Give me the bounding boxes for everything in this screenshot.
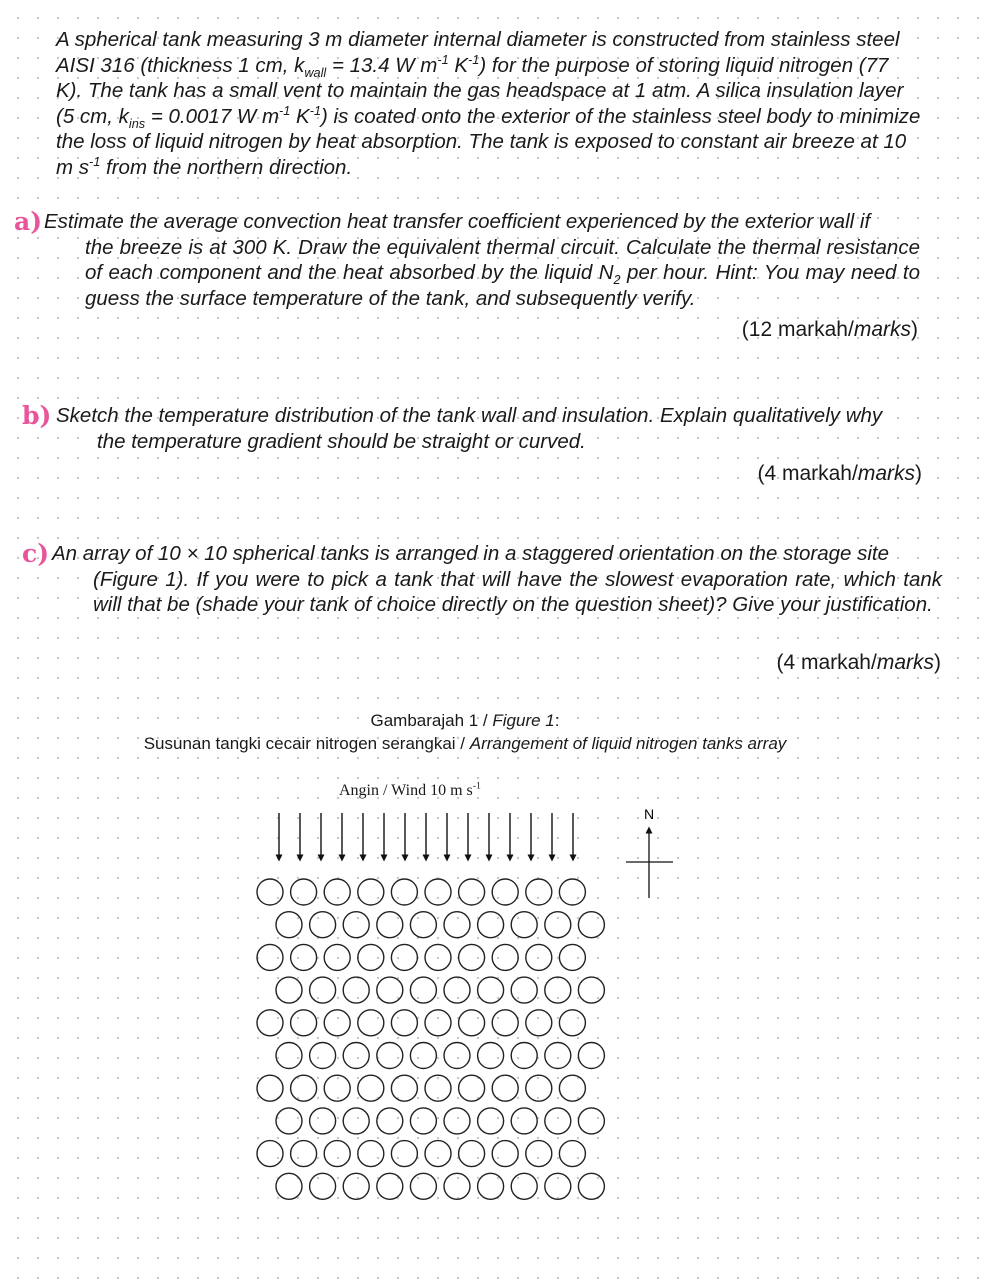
- tank-circle[interactable]: [545, 1043, 571, 1069]
- question-b-marks: (4 markah/marks): [757, 462, 922, 485]
- tank-circle[interactable]: [425, 1075, 451, 1101]
- tank-circle[interactable]: [478, 1108, 504, 1134]
- tank-circle[interactable]: [545, 1173, 571, 1199]
- tank-circle[interactable]: [478, 977, 504, 1003]
- tank-circle[interactable]: [257, 944, 283, 970]
- tank-circle[interactable]: [377, 912, 403, 938]
- tank-circle[interactable]: [358, 1075, 384, 1101]
- tank-circle[interactable]: [459, 944, 485, 970]
- tank-circle[interactable]: [377, 1108, 403, 1134]
- tank-circle[interactable]: [526, 1075, 552, 1101]
- tank-circle[interactable]: [410, 1108, 436, 1134]
- tank-circle[interactable]: [310, 977, 336, 1003]
- question-a-body: the breeze is at 300 K. Draw the equivalent thermal circuit. Calculate the thermal resistance of each component and the heat absorbed by the liquid $N_2$ per hour. Hint: You may need to guess the surface temperature of the tank, and subsequently verify.: [85, 235, 920, 310]
- tank-circle[interactable]: [492, 1010, 518, 1036]
- question-b-body: the temperature gradient should be straight or curved.: [97, 429, 586, 453]
- intro-paragraph: A spherical tank measuring 3 m diameter internal diameter is constructed from stainless steel AISI 316 (thickness 1 cm, $k_{wall} = 13.4$ W $m^{-1}$ $K^{-1}$) for the purpose of storing liquid nitrogen (77 K). The tank has a small vent to maintain the gas headspace at 1 atm. A silica insulation layer (5 cm, $k_{ins} = 0.0017$ W $m^{-1}$ $K^{-1}$) is coated onto the exterior of the stainless steel body to minimize the loss of liquid nitrogen by heat absorption. The tank is exposed to constant air breeze at 10 m $s^{-1}$ from the northern direction.: [56, 28, 921, 179]
- tank-circle[interactable]: [578, 977, 604, 1003]
- tank-circle[interactable]: [358, 1010, 384, 1036]
- figure-caption-subtitle: Susunan tangki cecair nitrogen serangkai / Arrangement of liquid nitrogen tanks array: [143, 734, 787, 753]
- tank-circle[interactable]: [410, 912, 436, 938]
- tank-circle[interactable]: [343, 912, 369, 938]
- tank-circle[interactable]: [324, 879, 350, 905]
- tank-circle[interactable]: [425, 944, 451, 970]
- handwritten-label-c: c): [22, 539, 50, 568]
- tank-circle[interactable]: [545, 1108, 571, 1134]
- tank-circle[interactable]: [343, 977, 369, 1003]
- question-c-line1: An array of 10 × 10 spherical tanks is arranged in a staggered orientation on the storage site: [52, 542, 890, 565]
- tank-circle[interactable]: [276, 977, 302, 1003]
- tank-circle[interactable]: [545, 977, 571, 1003]
- tank-circle[interactable]: [559, 1141, 585, 1167]
- wind-label: Angin / Wind 10 m $s^{-1}$: [339, 780, 481, 799]
- tank-circle[interactable]: [559, 879, 585, 905]
- tank-circle[interactable]: [410, 977, 436, 1003]
- tank-circle[interactable]: [526, 944, 552, 970]
- tank-circle[interactable]: [459, 1141, 485, 1167]
- tank-circle[interactable]: [276, 1108, 302, 1134]
- tank-circle[interactable]: [358, 879, 384, 905]
- tank-circle[interactable]: [391, 944, 417, 970]
- tank-circle[interactable]: [559, 944, 585, 970]
- tank-circle[interactable]: [425, 1010, 451, 1036]
- tank-circle[interactable]: [291, 879, 317, 905]
- tank-circle[interactable]: [324, 1141, 350, 1167]
- tank-circle[interactable]: [545, 912, 571, 938]
- figure-caption-title: Gambarajah 1 / Figure 1:: [370, 711, 560, 730]
- question-c-marks: (4 markah/marks): [776, 651, 941, 674]
- tank-circle[interactable]: [310, 1043, 336, 1069]
- north-compass: [626, 806, 673, 898]
- tank-circle[interactable]: [343, 1108, 369, 1134]
- tank-circle[interactable]: [559, 1010, 585, 1036]
- tank-circle[interactable]: [391, 879, 417, 905]
- tank-circle[interactable]: [526, 1141, 552, 1167]
- tank-circle[interactable]: [324, 1010, 350, 1036]
- tank-circle[interactable]: [425, 879, 451, 905]
- tank-circle[interactable]: [377, 977, 403, 1003]
- tank-circle[interactable]: [358, 1141, 384, 1167]
- tank-circle[interactable]: [324, 1075, 350, 1101]
- tank-circle[interactable]: [391, 1075, 417, 1101]
- tank-circle[interactable]: [257, 1141, 283, 1167]
- tank-circle[interactable]: [291, 1075, 317, 1101]
- tank-circle[interactable]: [343, 1043, 369, 1069]
- tank-circle[interactable]: [377, 1043, 403, 1069]
- question-c-body: (Figure 1). If you were to pick a tank that will have the slowest evaporation rate, which tank will that be (shade your tank of choice directly on the question sheet)? Give your justification.: [93, 567, 942, 616]
- tank-circle[interactable]: [310, 1173, 336, 1199]
- tank-circle[interactable]: [310, 1108, 336, 1134]
- tank-circle[interactable]: [257, 879, 283, 905]
- tank-circle[interactable]: [410, 1173, 436, 1199]
- tank-circle[interactable]: [492, 879, 518, 905]
- question-a-marks: (12 markah/marks): [741, 318, 918, 341]
- question-a-line1: Estimate the average convection heat transfer coefficient experienced by the exterior wall if: [44, 210, 871, 233]
- tank-circle[interactable]: [444, 1043, 470, 1069]
- tank-circle[interactable]: [492, 1075, 518, 1101]
- tank-grid: [257, 879, 604, 1199]
- tank-circle[interactable]: [391, 1141, 417, 1167]
- tank-circle[interactable]: [310, 912, 336, 938]
- tank-circle[interactable]: [425, 1141, 451, 1167]
- tank-circle[interactable]: [511, 1108, 537, 1134]
- tank-circle[interactable]: [391, 1010, 417, 1036]
- tank-circle[interactable]: [358, 944, 384, 970]
- tank-circle[interactable]: [578, 1173, 604, 1199]
- handwritten-label-a: a): [14, 207, 43, 236]
- tank-circle[interactable]: [459, 1075, 485, 1101]
- wind-arrows: [279, 813, 573, 858]
- question-b-line1: Sketch the temperature distribution of the tank wall and insulation. Explain qualitatively why: [56, 404, 883, 427]
- tank-circle[interactable]: [291, 944, 317, 970]
- tank-circle[interactable]: [459, 879, 485, 905]
- tank-circle[interactable]: [492, 944, 518, 970]
- tank-circle[interactable]: [276, 1043, 302, 1069]
- tank-circle[interactable]: [343, 1173, 369, 1199]
- tank-circle[interactable]: [578, 912, 604, 938]
- tank-circle[interactable]: [578, 1043, 604, 1069]
- tank-circle[interactable]: [526, 879, 552, 905]
- handwritten-label-b: b): [22, 401, 52, 430]
- tank-circle[interactable]: [291, 1010, 317, 1036]
- north-label: N: [643, 806, 655, 822]
- tank-circle[interactable]: [257, 1075, 283, 1101]
- tank-circle[interactable]: [276, 912, 302, 938]
- tank-circle[interactable]: [291, 1141, 317, 1167]
- tank-circle[interactable]: [377, 1173, 403, 1199]
- tank-circle[interactable]: [511, 912, 537, 938]
- tank-circle[interactable]: [444, 912, 470, 938]
- tank-circle[interactable]: [478, 1043, 504, 1069]
- tank-circle[interactable]: [511, 1043, 537, 1069]
- tank-circle[interactable]: [511, 1173, 537, 1199]
- tank-circle[interactable]: [444, 1173, 470, 1199]
- tank-circle[interactable]: [324, 944, 350, 970]
- tank-circle[interactable]: [578, 1108, 604, 1134]
- tank-circle[interactable]: [444, 1108, 470, 1134]
- tank-circle[interactable]: [478, 1173, 504, 1199]
- tank-circle[interactable]: [257, 1010, 283, 1036]
- tank-circle[interactable]: [559, 1075, 585, 1101]
- tank-circle[interactable]: [444, 977, 470, 1003]
- tank-circle[interactable]: [511, 977, 537, 1003]
- tank-circle[interactable]: [526, 1010, 552, 1036]
- tank-circle[interactable]: [478, 912, 504, 938]
- tank-circle[interactable]: [276, 1173, 302, 1199]
- tank-circle[interactable]: [492, 1141, 518, 1167]
- tank-circle[interactable]: [459, 1010, 485, 1036]
- tank-circle[interactable]: [410, 1043, 436, 1069]
